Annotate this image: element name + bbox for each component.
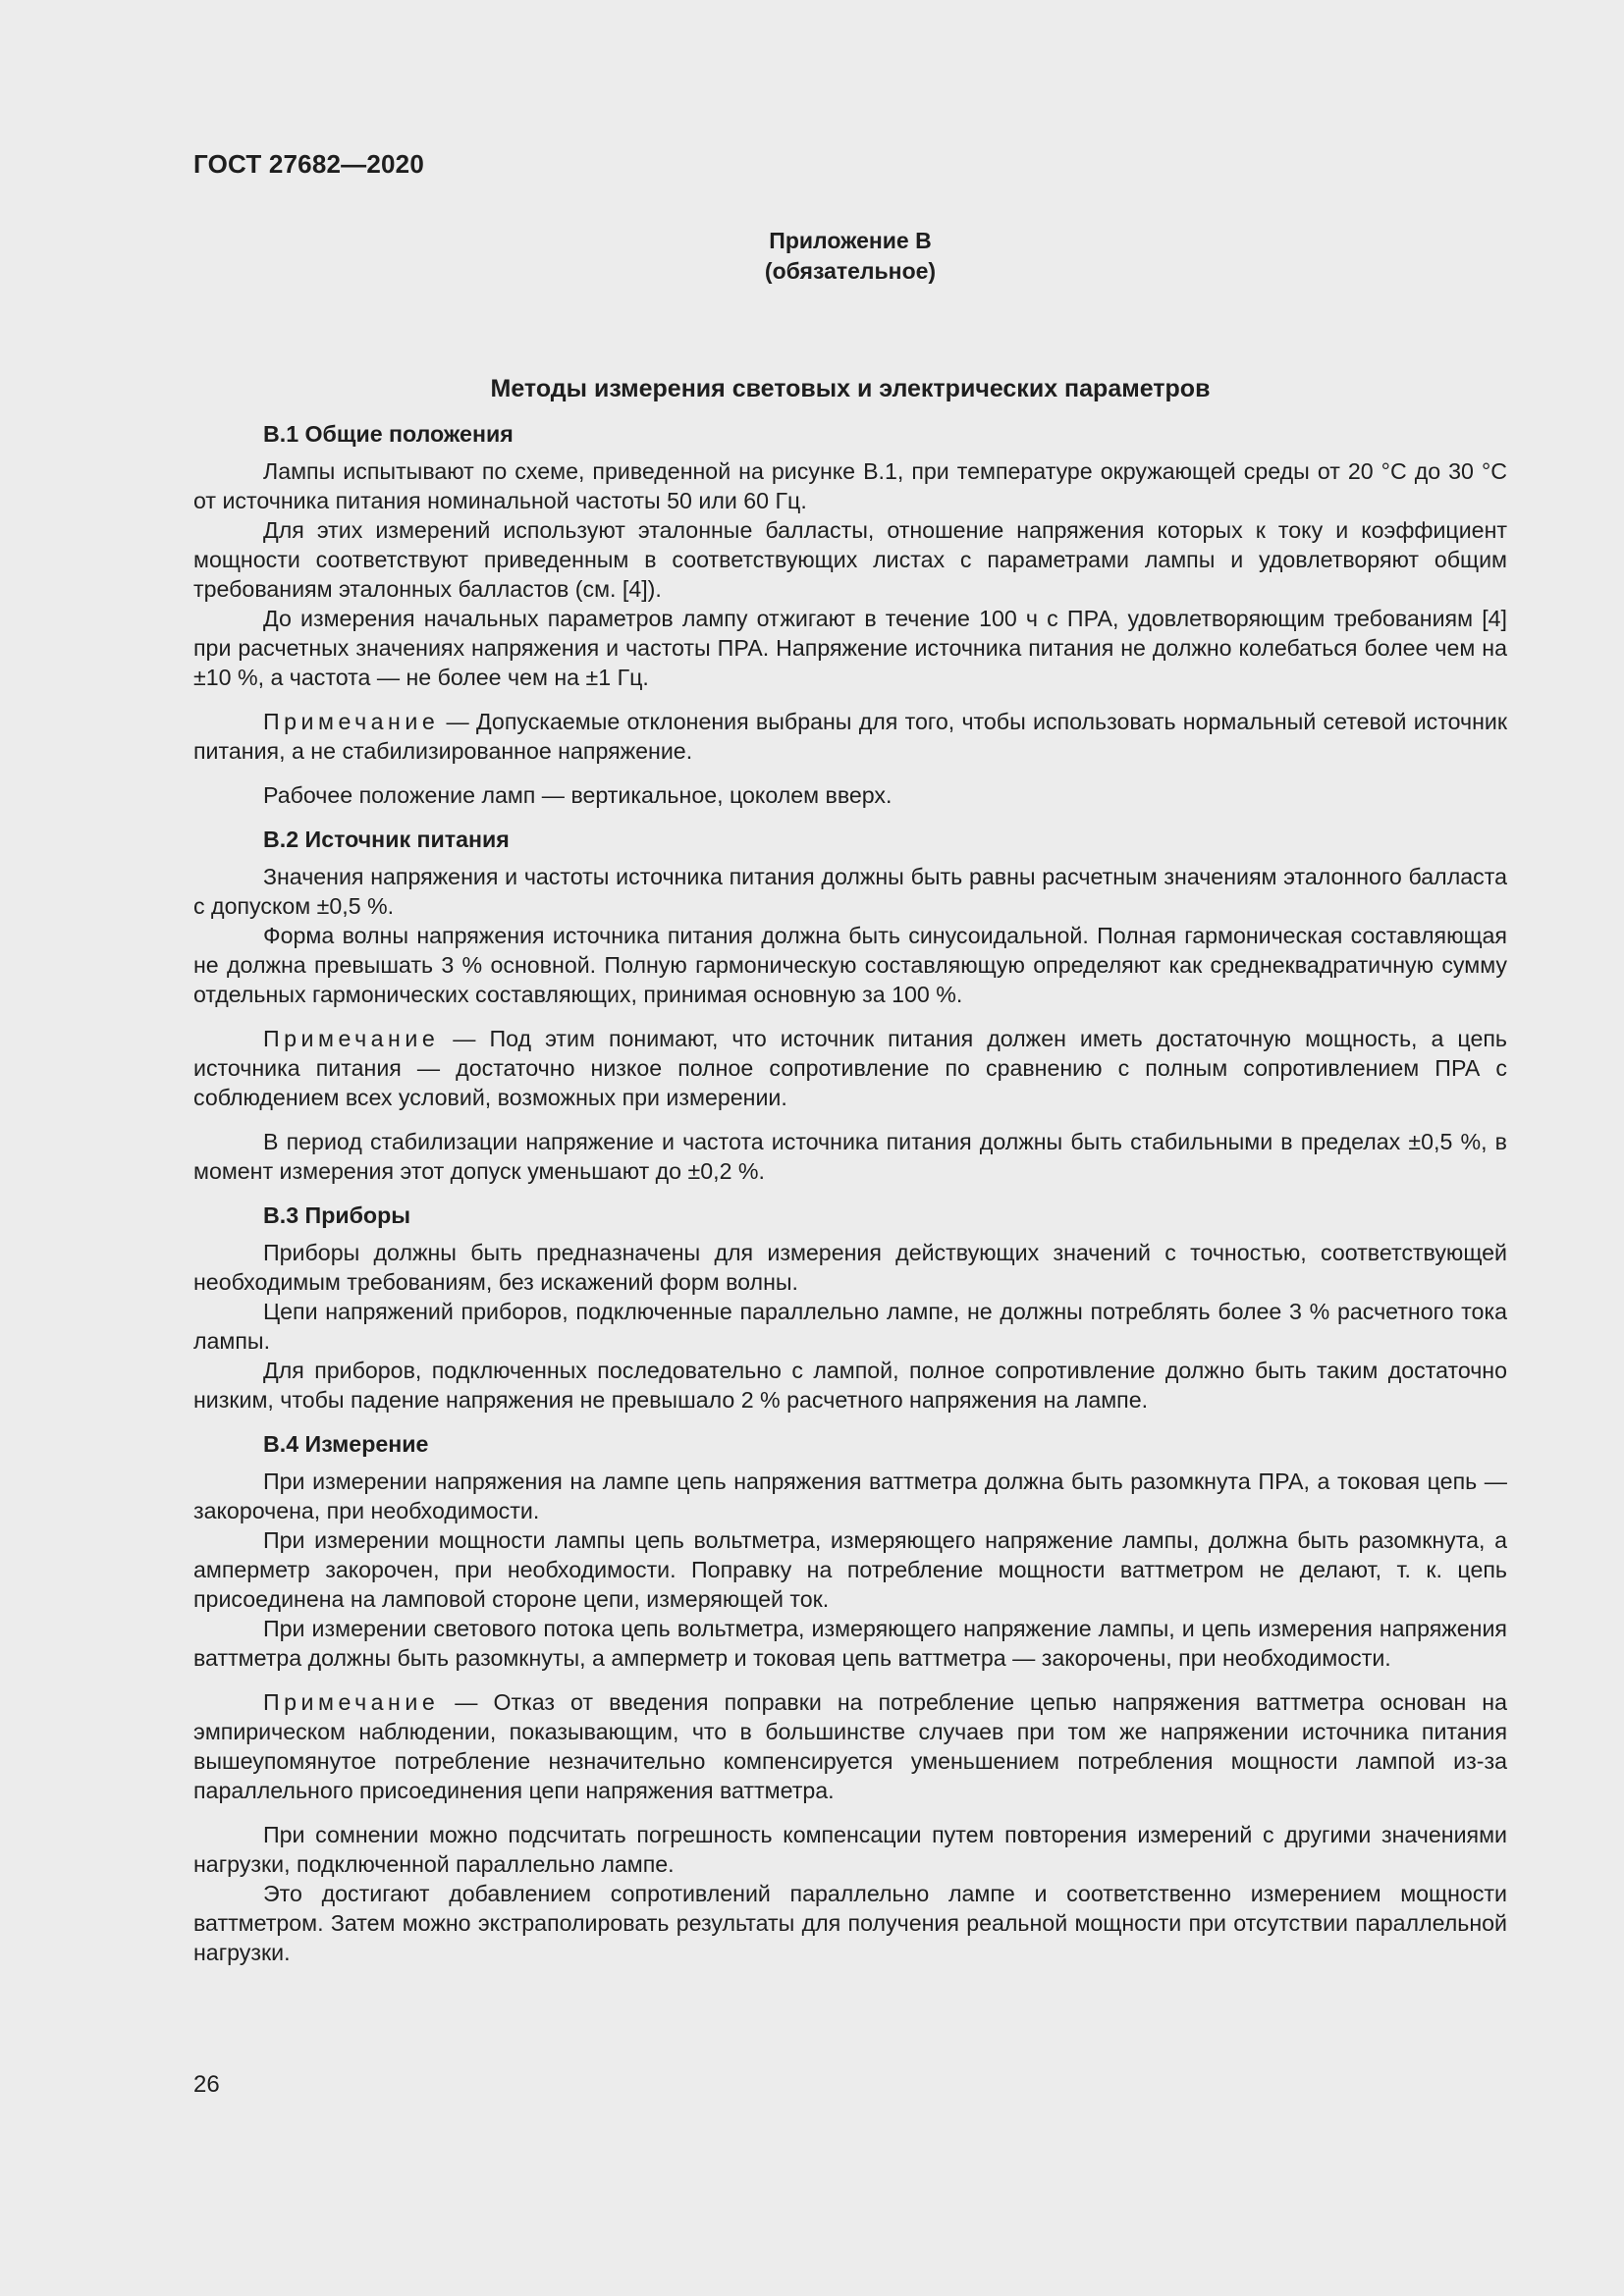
note-text: — Допускаемые отклонения выбраны для того, чтобы использовать нормальный сетевой источник питания, а не стабилизированное напряжение. <box>193 709 1507 764</box>
section-heading-b3: В.3 Приборы <box>263 1202 411 1228</box>
paragraph: При измерении светового потока цепь вольтметра, измеряющего напряжение лампы, и цепь измерения напряжения ваттметра должны быть разомкнуты, а амперметр и токовая цепь ваттметра — закорочены, при необходимости. <box>193 1616 1507 1671</box>
section-heading-b4: В.4 Измерение <box>263 1431 429 1457</box>
paragraph: Форма волны напряжения источника питания должна быть синусоидальной. Полная гармоническая составляющая не должна превышать 3 % основной. Полную гармоническую составляющую определяют как среднеквадратичную сумму отдельных гармонических составляющих, принимая основную за 100 %. <box>193 923 1507 1007</box>
document-code: ГОСТ 27682—2020 <box>193 149 424 179</box>
appendix-title: Приложение В <box>769 228 932 253</box>
section-heading-b2: В.2 Источник питания <box>263 827 510 852</box>
paragraph: Лампы испытывают по схеме, приведенной на рисунке В.1, при температуре окружающей среды от 20 °С до 30 °С от источника питания номинальной частоты 50 или 60 Гц. <box>193 458 1507 513</box>
page-number: 26 <box>193 2071 220 2098</box>
paragraph: Приборы должны быть предназначены для измерения действующих значений с точностью, соответствующей необходимым требованиям, без искажений форм волны. <box>193 1240 1507 1295</box>
paragraph: Для приборов, подключенных последовательно с лампой, полное сопротивление должно быть таким достаточно низким, чтобы падение напряжения не превышало 2 % расчетного напряжения на лампе. <box>193 1358 1507 1413</box>
paragraph: При измерении напряжения на лампе цепь напряжения ваттметра должна быть разомкнута ПРА, а токовая цепь — закорочена, при необходимости. <box>193 1468 1507 1523</box>
appendix-status: (обязательное) <box>764 258 937 284</box>
note <box>193 1024 1507 1112</box>
paragraph: Это достигают добавлением сопротивлений параллельно лампе и соответственно измерением мощности ваттметром. Затем можно экстраполировать результаты для получения реальной мощности при отсутствии параллельной нагрузки. <box>193 1881 1507 1965</box>
paragraph: Цепи напряжений приборов, подключенные параллельно лампе, не должны потреблять более 3 % расчетного тока лампы. <box>193 1299 1507 1354</box>
document-body <box>193 419 1507 1967</box>
note-label: Примечание <box>263 709 440 734</box>
paragraph: Рабочее положение ламп — вертикальное, цоколем вверх. <box>263 782 893 808</box>
paragraph: Значения напряжения и частоты источника питания должны быть равны расчетным значениям эталонного балласта с допуском ±0,5 %. <box>193 864 1507 919</box>
note-label: Примечание <box>263 1026 440 1051</box>
appendix-heading <box>193 226 1507 287</box>
paragraph: При измерении мощности лампы цепь вольтметра, измеряющего напряжение лампы, должна быть разомкнута, а амперметр закорочен, при необходимости. Поправку на потребление мощности ваттметром не делают, т. к. цепь присоединена на ламповой стороне цепи, измеряющей ток. <box>193 1527 1507 1612</box>
note-text: — Под этим понимают, что источник питания должен иметь достаточную мощность, а цепь источника питания — достаточно низкое полное сопротивление по сравнению с полным сопротивлением ПРА с соблюдением всех условий, возможных при измерении. <box>193 1026 1507 1110</box>
paragraph: Для этих измерений используют эталонные балласты, отношение напряжения которых к току и коэффициент мощности соответствуют приведенным в соответствующих листах с параметрами лампы и удовлетворяют общим требованиям эталонных балластов (см. [4]). <box>193 517 1507 602</box>
section-heading-b1: В.1 Общие положения <box>263 421 514 447</box>
paragraph: До измерения начальных параметров лампу отжигают в течение 100 ч с ПРА, удовлетворяющим требованиям [4] при расчетных значениях напряжения и частоты ПРА. Напряжение источника питания не должно колебаться более чем на ±10 %, а частота — не более чем на ±1 Гц. <box>193 606 1507 690</box>
note-label: Примечание <box>263 1689 440 1715</box>
main-title: Методы измерения световых и электрических параметров <box>490 375 1211 402</box>
note-text: — Отказ от введения поправки на потребление цепью напряжения ваттметра основан на эмпирическом наблюдении, показывающим, что в большинстве случаев при том же напряжении источника питания вышеупомянутое потребление незначительно компенсируется уменьшением потребления мощности лампой из-за параллельного присоединения цепи напряжения ваттметра. <box>193 1689 1507 1803</box>
note <box>193 1687 1507 1805</box>
paragraph: При сомнении можно подсчитать погрешность компенсации путем повторения измерений с другими значениями нагрузки, подключенной параллельно лампе. <box>193 1822 1507 1877</box>
paragraph: В период стабилизации напряжение и частота источника питания должны быть стабильными в пределах ±0,5 %, в момент измерения этот допуск уменьшают до ±0,2 %. <box>193 1129 1507 1184</box>
note <box>193 707 1507 766</box>
